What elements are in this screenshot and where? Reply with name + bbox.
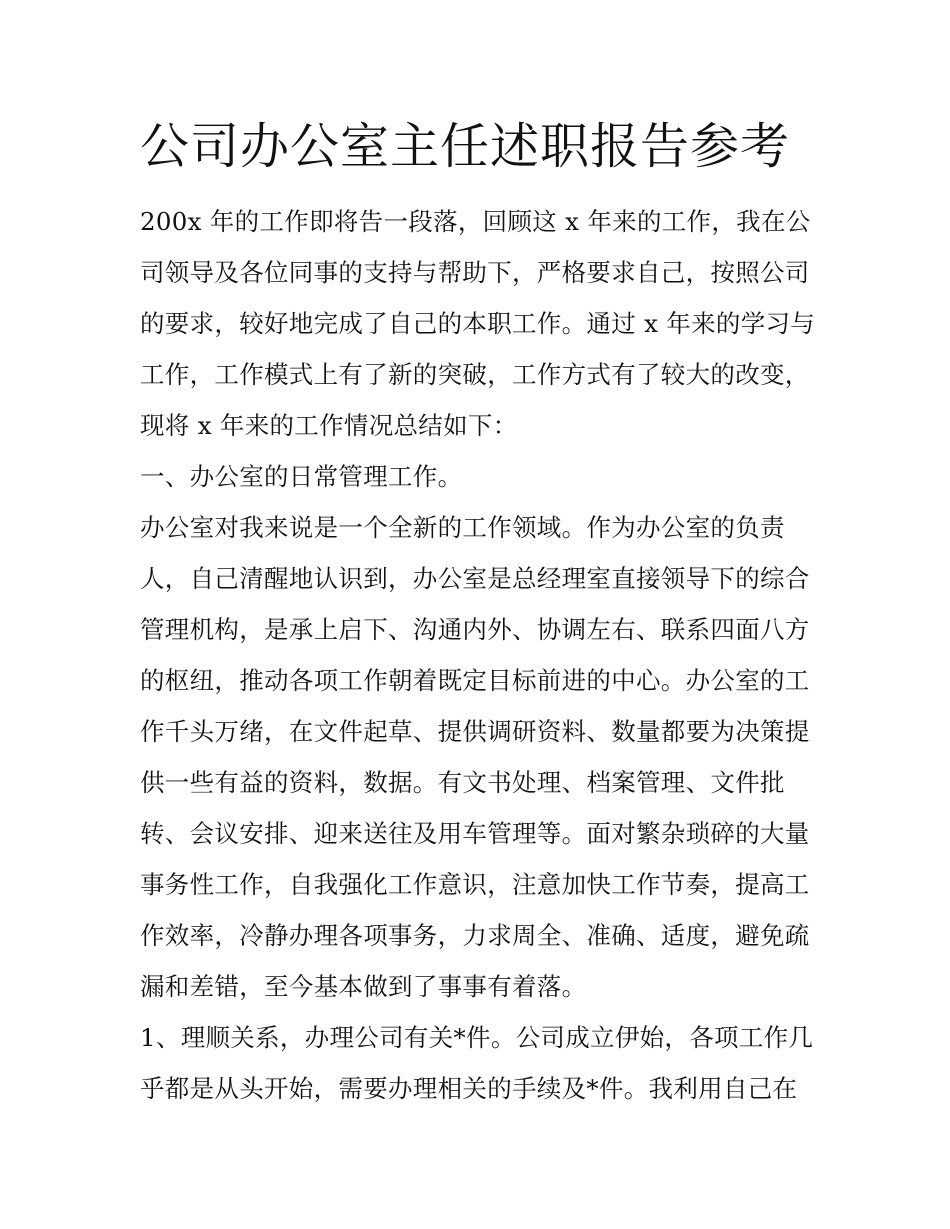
paragraph-line: 乎都是从头开始，需要办理相关的手续及*件。我利用自己在 — [140, 1074, 798, 1103]
paragraph-line: 转、会议安排、迎来送往及用车管理等。面对繁杂琐碎的大量 — [140, 819, 810, 848]
paragraph-line: 工作，工作模式上有了新的突破，工作方式有了较大的改变， — [140, 360, 810, 389]
paragraph-line: 200x 年的工作即将告一段落，回顾这 x 年来的工作，我在公 — [140, 207, 811, 236]
section-heading: 一、办公室的日常管理工作。 — [140, 462, 463, 491]
paragraph-line: 1、理顺关系，办理公司有关*件。公司成立伊始，各项工作几 — [140, 1023, 814, 1052]
paragraph-line: 的枢纽，推动各项工作朝着既定目标前进的中心。办公室的工 — [140, 666, 810, 695]
paragraph-line: 司领导及各位同事的支持与帮助下，严格要求自己，按照公司 — [140, 258, 810, 287]
paragraph-line: 办公室对我来说是一个全新的工作领域。作为办公室的负责 — [140, 513, 785, 542]
paragraph-line: 的要求，较好地完成了自己的本职工作。通过 x 年来的学习与 — [140, 309, 816, 338]
paragraph-line: 管理机构，是承上启下、沟通内外、协调左右、联系四面八方 — [140, 615, 810, 644]
paragraph-line: 作效率，冷静办理各项事务，力求周全、准确、适度，避免疏 — [140, 921, 810, 950]
paragraph-line: 现将 x 年来的工作情况总结如下： — [140, 411, 518, 440]
paragraph-line: 供一些有益的资料，数据。有文书处理、档案管理、文件批 — [140, 768, 785, 797]
paragraph-line: 作千头万绪，在文件起草、提供调研资料、数量都要为决策提 — [140, 717, 810, 746]
paragraph-line: 事务性工作，自我强化工作意识，注意加快工作节奏，提高工 — [140, 870, 810, 899]
paragraph-line: 人，自己清醒地认识到，办公室是总经理室直接领导下的综合 — [140, 564, 810, 593]
paragraph-line: 漏和差错，至今基本做到了事事有着落。 — [140, 972, 587, 1001]
document-title: 公司办公室主任述职报告参考 — [140, 118, 791, 175]
